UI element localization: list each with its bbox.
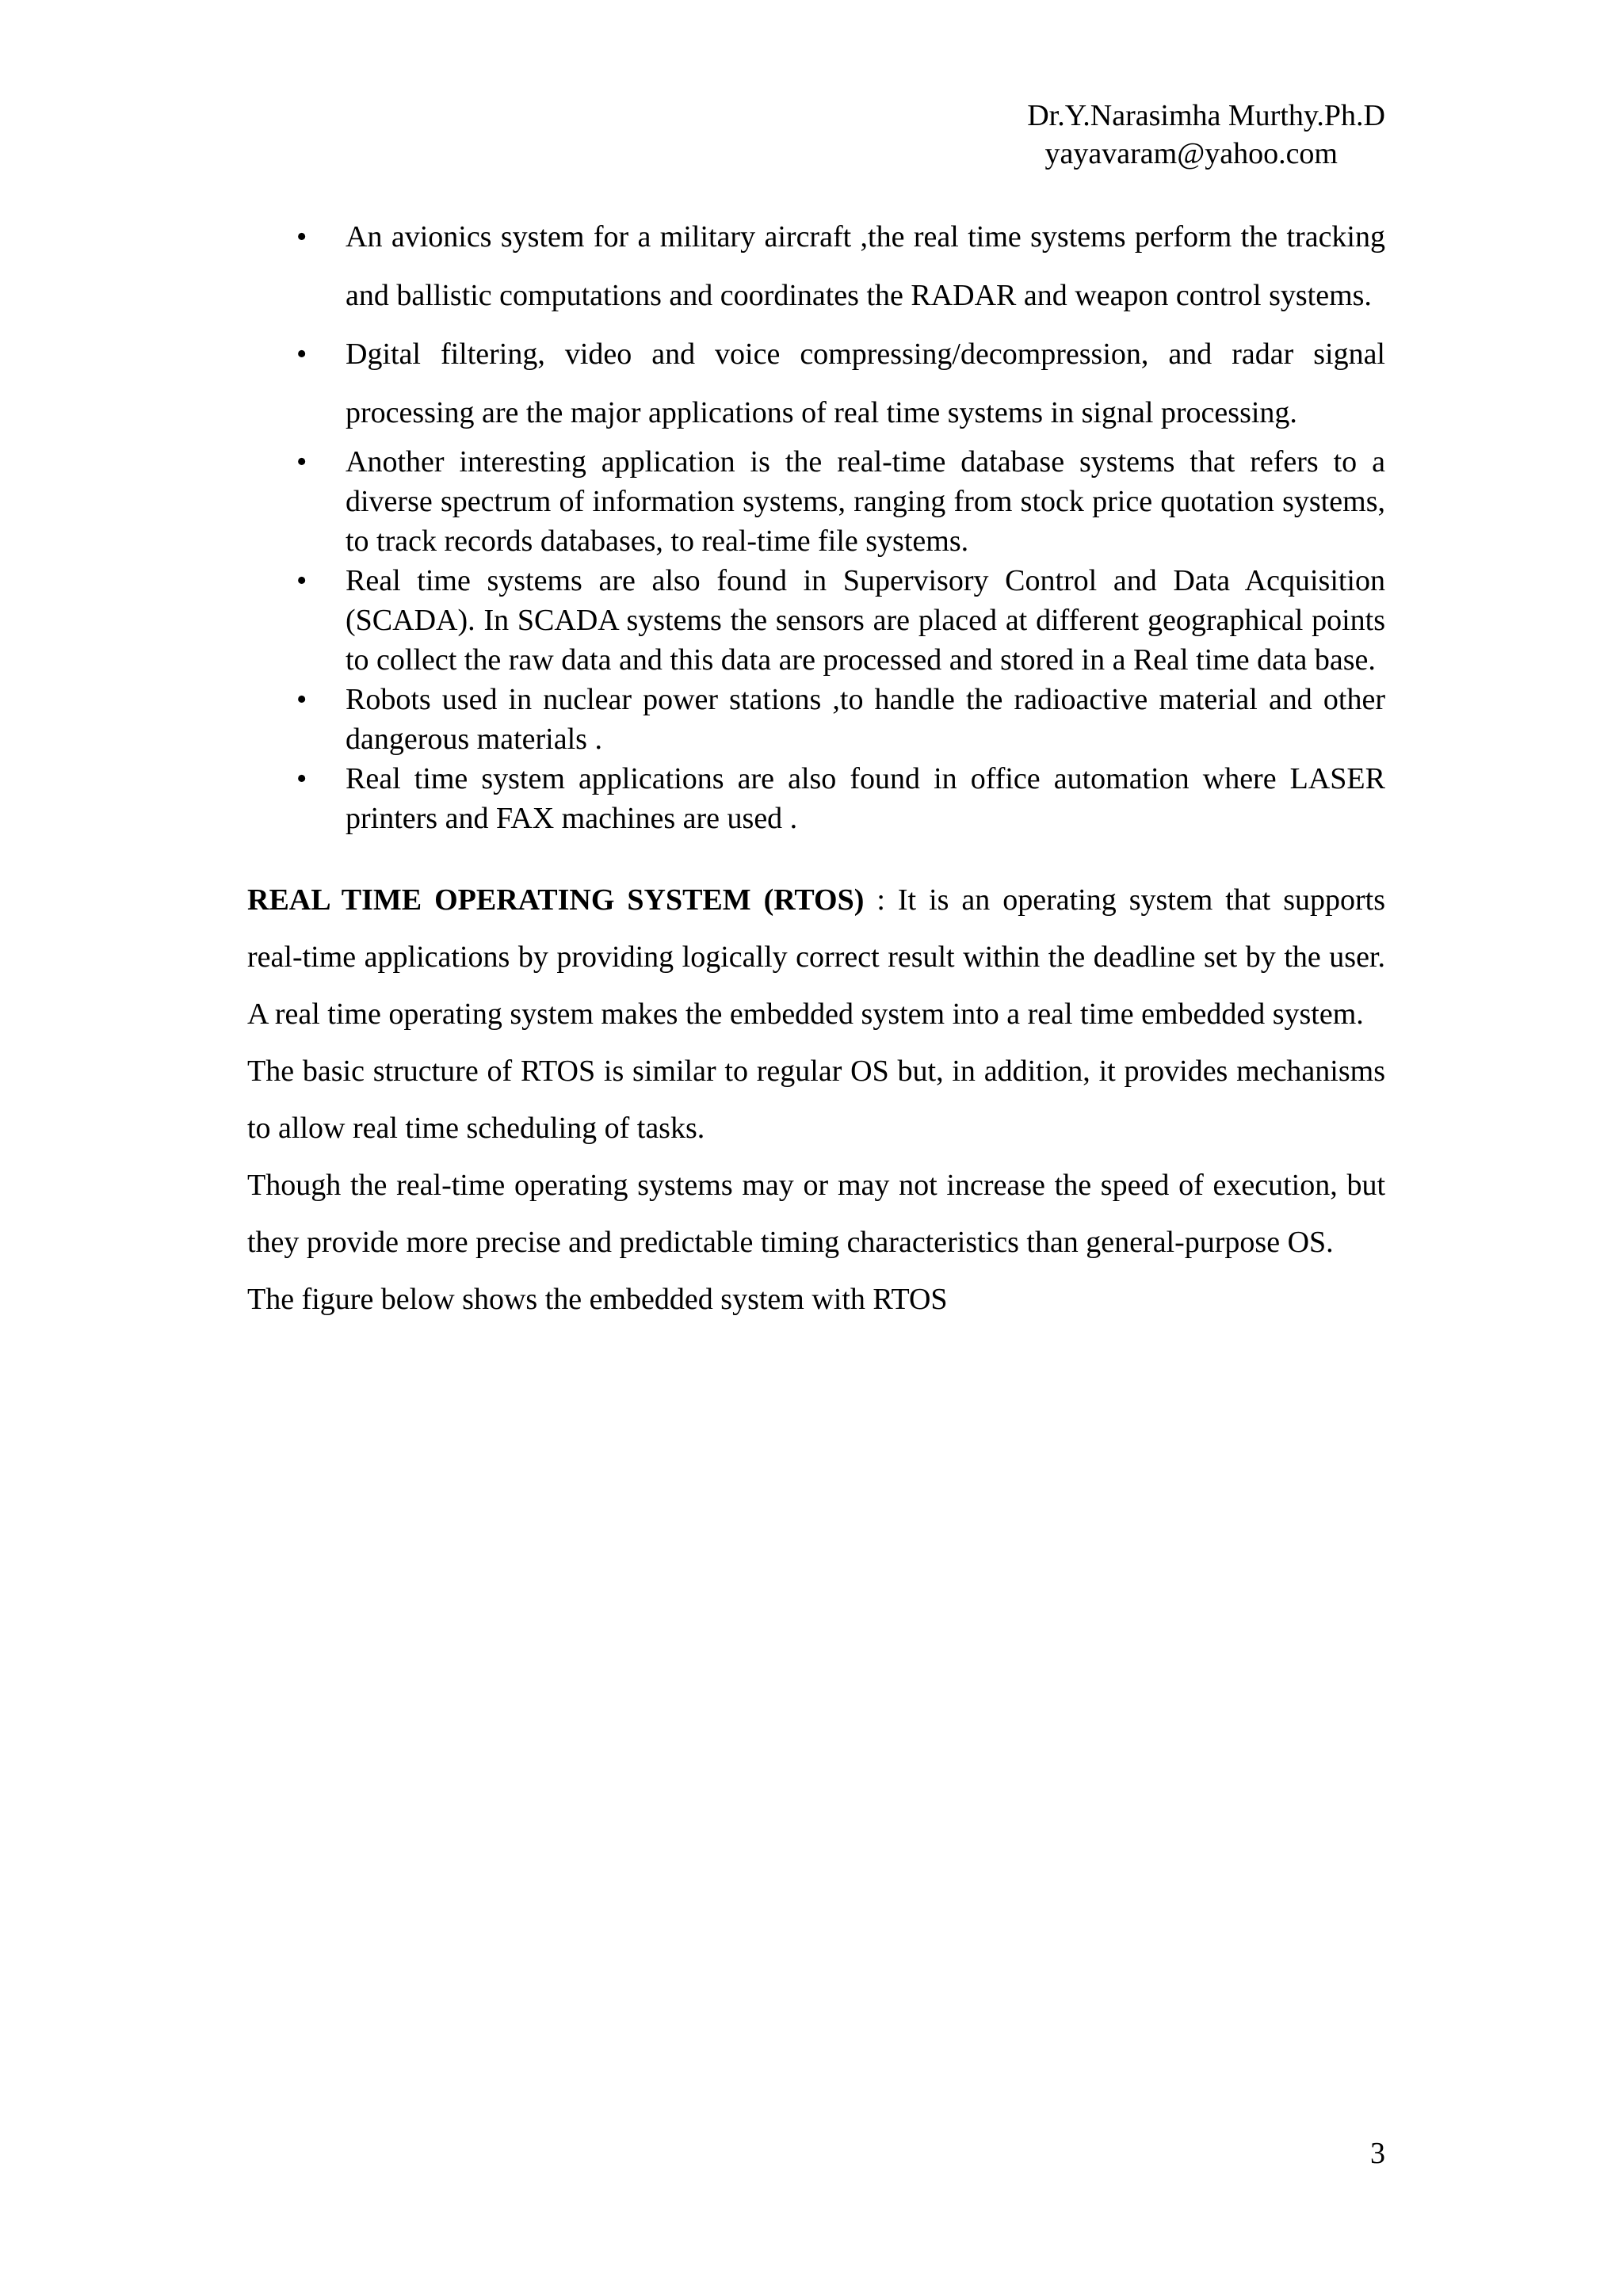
bullet-icon: • — [296, 564, 307, 597]
bullet-icon: • — [296, 338, 307, 371]
list-item — [247, 680, 1385, 759]
author-email: yayavaram@yahoo.com — [1044, 137, 1338, 170]
paragraph: The basic structure of RTOS is similar to regular OS but, in addition, it provides mechanisms to allow real time scheduling of tasks. — [247, 1055, 1385, 1145]
list-item-text: An avionics system for a military aircraft ,the real time systems perform the tracking and ballistic computations and coordinates the RADAR and weapon control systems. — [346, 220, 1385, 312]
paragraph: The figure below shows the embedded system with RTOS — [247, 1283, 948, 1316]
list-item-text: Dgital filtering, video and voice compressing/decompression, and radar signal processing are the major applications of real time systems in signal processing. — [346, 338, 1385, 429]
list-item-text: Real time systems are also found in Supervisory Control and Data Acquisition (SCADA). In SCADA systems the sensors are placed at different geographical points to collect the raw data and this data are processed and stored in a Real time data base. — [346, 564, 1385, 677]
list-item — [247, 208, 1385, 325]
page-header — [831, 97, 1385, 173]
list-item — [247, 759, 1385, 838]
list-item — [247, 442, 1385, 561]
page-number: 3 — [1370, 2137, 1385, 2170]
list-item-text: Robots used in nuclear power stations ,to handle the radioactive material and other dangerous materials . — [346, 683, 1385, 756]
paragraph: Though the real-time operating systems may or may not increase the speed of execution, but they provide more precise and predictable timing characteristics than general-purpose OS. — [247, 1169, 1385, 1259]
author-name: Dr.Y.Narasimha Murthy.Ph.D — [1027, 99, 1385, 132]
bullet-icon: • — [296, 445, 307, 479]
bullet-icon: • — [296, 220, 307, 254]
list-item-text: Real time system applications are also found in office automation where LASER printers and FAX machines are used . — [346, 762, 1385, 835]
rtos-heading: REAL TIME OPERATING SYSTEM (RTOS) — [247, 883, 865, 917]
applications-list — [247, 208, 1385, 838]
rtos-definition-text: : It is an operating system that supports real-time applications by providing logically correct result within the deadline set by the user. A real time operating system makes the embedded system into a real time embedded system. — [247, 883, 1385, 1031]
bullet-icon: • — [296, 762, 307, 795]
bullet-icon: • — [296, 683, 307, 716]
list-item — [247, 561, 1385, 680]
list-item — [247, 325, 1385, 442]
list-item-text: Another interesting application is the real-time database systems that refers to a diverse spectrum of information systems, ranging from stock price quotation systems, to track records databases, to real-time file systems. — [346, 445, 1385, 558]
page-content — [247, 208, 1385, 1328]
rtos-definition — [247, 871, 1385, 1043]
